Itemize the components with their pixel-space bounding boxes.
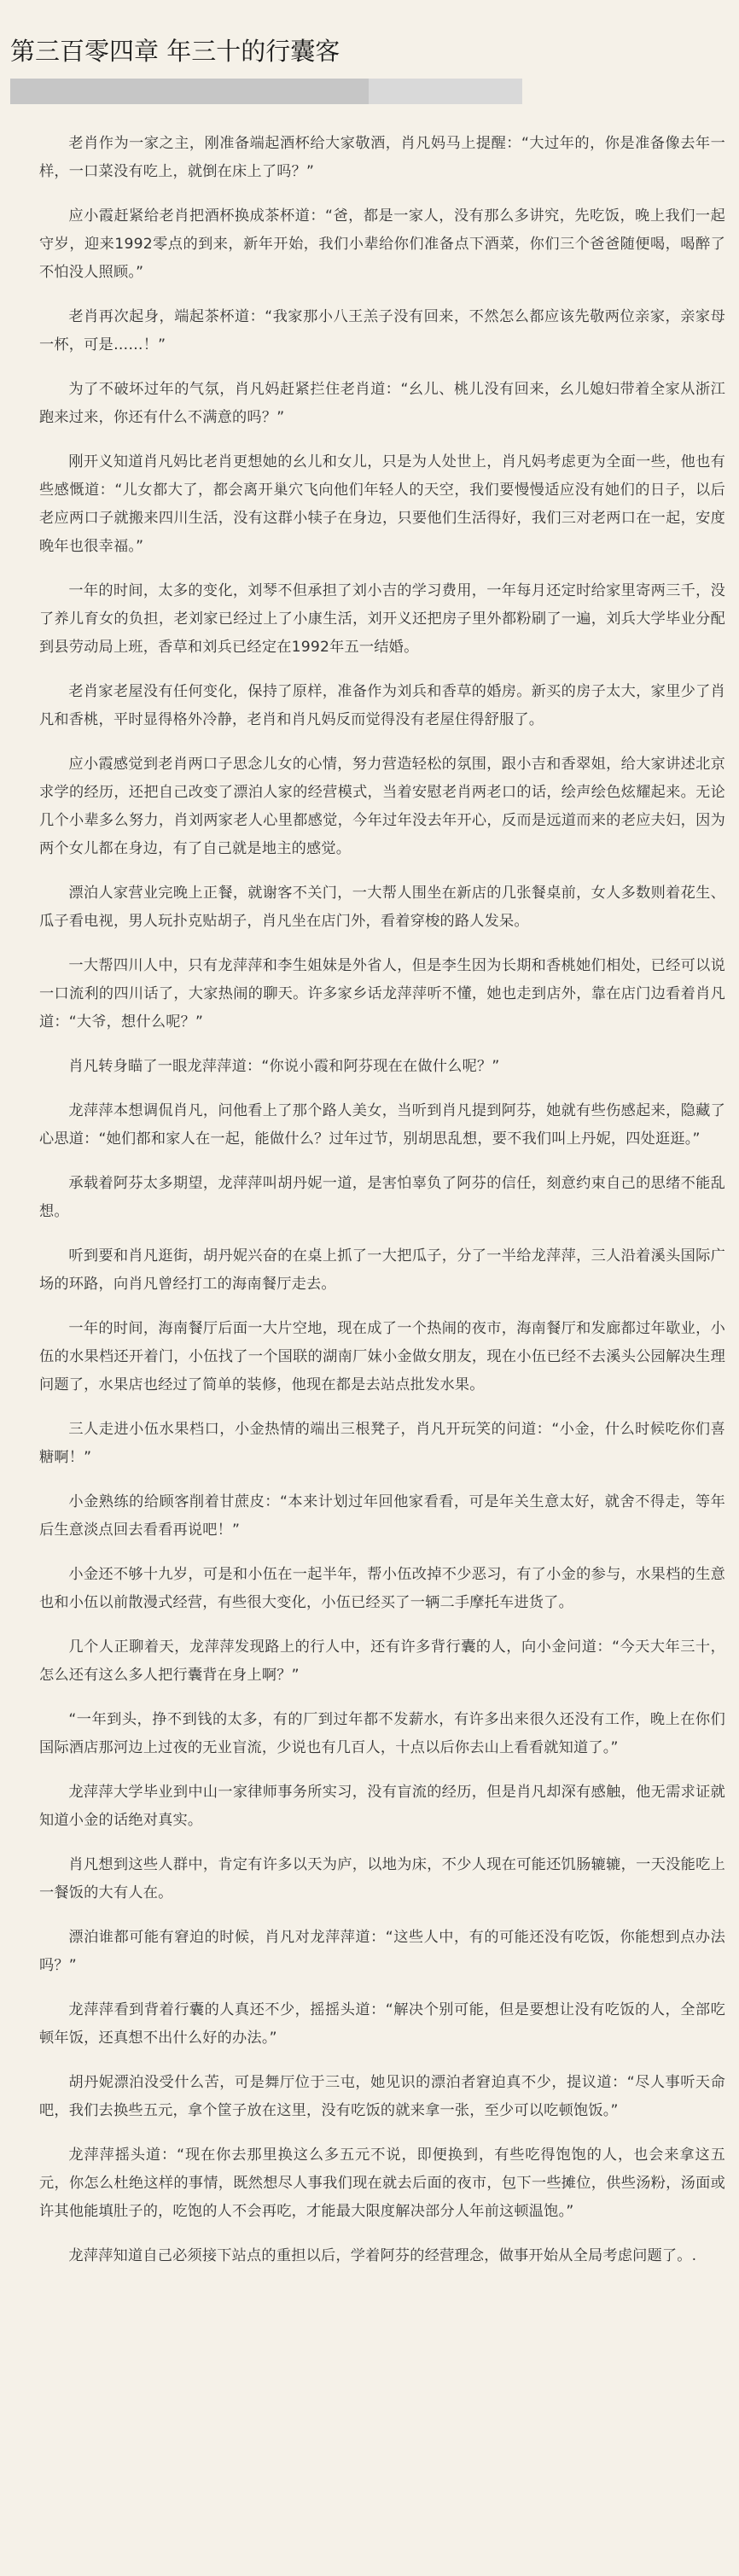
- paragraph: 听到要和肖凡逛街，胡丹妮兴奋的在桌上抓了一大把瓜子，分了一半给龙萍萍，三人沿着溪头国际广场的环路，向肖凡曾经打工的海南餐厅走去。: [39, 1247, 725, 1293]
- paragraph: 一年的时间，太多的变化，刘琴不但承担了刘小吉的学习费用，一年每月还定时给家里寄两三千，没了养儿育女的负担，老刘家已经过上了小康生活，刘开义还把房子里外都粉刷了一遍，刘兵大学毕业分配到县劳动局上班，香草和刘兵已经定在1992年五一结婚。: [39, 582, 725, 656]
- paragraph: 肖凡想到这些人群中，肯定有许多以天为庐，以地为床，不少人现在可能还饥肠辘辘，一天没能吃上一餐饭的大有人在。: [39, 1856, 725, 1901]
- paragraph: 老肖作为一家之主，刚准备端起酒杯给大家敬酒，肖凡妈马上提醒：“大过年的，你是准备像去年一样，一口菜没有吃上，就倒在床上了吗？”: [39, 135, 725, 180]
- paragraph: 刚开义知道肖凡妈比老肖更想她的幺儿和女儿，只是为人处世上，肖凡妈考虑更为全面一些，他也有些感慨道：“儿女都大了，都会离开巢穴飞向他们年轻人的天空，我们要慢慢适应没有她们的日子，以后老应两口子就搬来四川生活，没有这群小犊子在身边，只要他们生活得好，我们三对老两口在一起，安度晚年也很幸福。”: [39, 453, 725, 555]
- paragraph: 肖凡转身瞄了一眼龙萍萍道：“你说小霞和阿芬现在在做什么呢？”: [68, 1058, 500, 1075]
- paragraph: 小金还不够十九岁，可是和小伍在一起半年，帮小伍改掉不少恶习，有了小金的参与，水果档的生意也和小伍以前散漫式经营，有些很大变化，小伍已经买了一辆二手摩托车进货了。: [39, 1566, 725, 1611]
- paragraph: 应小霞感觉到老肖两口子思念儿女的心情，努力营造轻松的氛围，跟小吉和香翠姐，给大家讲述北京求学的经历，还把自己改变了漂泊人家的经营模式，当着安慰老肖两老口的话，绘声绘色炫耀起来。无论几个小辈多么努力，肖刘两家老人心里都感觉，今年过年没去年开心，反而是远道而来的老应夫妇，因为两个女儿都在身边，有了自己就是地主的感觉。: [39, 756, 725, 857]
- paragraph: 龙萍萍知道自己必须接下站点的重担以后，学着阿芬的经营理念，做事开始从全局考虑问题了。.: [68, 2247, 697, 2264]
- paragraph: 一大帮四川人中，只有龙萍萍和李生姐妹是外省人，但是李生因为长期和香桃她们相处，已经可以说一口流利的四川话了，大家热闹的聊天。许多家乡话龙萍萍听不懂，她也走到店外，靠在店门边看着肖凡道：“大爷，想什么呢？”: [39, 957, 725, 1031]
- paragraph: 三人走进小伍水果档口，小金热情的端出三根凳子，肖凡开玩笑的问道：“小金，什么时候吃你们喜糖啊！”: [39, 1421, 725, 1466]
- chapter-content: [10, 130, 729, 2270]
- paragraph: 几个人正聊着天，龙萍萍发现路上的行人中，还有许多背行囊的人，向小金问道：“今天大年三十，怎么还有这么多人把行囊背在身上啊？”: [39, 1638, 725, 1684]
- paragraph: 一年的时间，海南餐厅后面一大片空地，现在成了一个热闹的夜市，海南餐厅和发廊都过年歇业，小伍的水果档还开着门，小伍找了一个国联的湖南厂妹小金做女朋友，现在小伍已经不去溪头公园解决生理问题了，水果店也经过了简单的装修，他现在都是去站点批发水果。: [39, 1320, 725, 1393]
- chapter-title: 第三百零四章 年三十的行囊客: [10, 37, 340, 66]
- paragraph: 龙萍萍看到背着行囊的人真还不少，摇摇头道：“解决个别可能，但是要想让没有吃饭的人，全部吃顿年饭，还真想不出什么好的办法。”: [39, 2001, 725, 2047]
- paragraph: 老肖再次起身，端起茶杯道：“我家那小八王羔子没有回来，不然怎么都应该先敬两位亲家，亲家母一杯，可是……！”: [39, 308, 725, 353]
- paragraph: 老肖家老屋没有任何变化，保持了原样，准备作为刘兵和香草的婚房。新买的房子太大，家里少了肖凡和香桃，平时显得格外冷静，老肖和肖凡妈反而觉得没有老屋住得舒服了。: [39, 683, 725, 728]
- paragraph: 漂泊人家营业完晚上正餐，就谢客不关门，一大帮人围坐在新店的几张餐桌前，女人多数则着花生、瓜子看电视，男人玩扑克贴胡子，肖凡坐在店门外，看着穿梭的路人发呆。: [39, 885, 725, 930]
- paragraph: 小金熟练的给顾客削着甘蔗皮：“本来计划过年回他家看看，可是年关生意太好，就舍不得走，等年后生意淡点回去看看再说吧！”: [39, 1493, 725, 1539]
- paragraph: 应小霞赶紧给老肖把酒杯换成茶杯道：“爸，都是一家人，没有那么多讲究，先吃饭，晚上我们一起守岁，迎来1992零点的到来，新年开始，我们小辈给你们准备点下酒菜，你们三个爸爸随便喝，喝醉了不怕没人照顾。”: [39, 207, 725, 281]
- paragraph: 承载着阿芬太多期望，龙萍萍叫胡丹妮一道，是害怕辜负了阿芬的信任，刻意约束自己的思绪不能乱想。: [39, 1175, 725, 1220]
- paragraph: “一年到头，挣不到钱的太多，有的厂到过年都不发薪水，有许多出来很久还没有工作，晚上在你们国际酒店那河边上过夜的无业盲流，少说也有几百人，十点以后你去山上看看就知道了。”: [39, 1711, 725, 1756]
- reading-progress-bar: [10, 79, 522, 104]
- paragraph: 胡丹妮漂泊没受什么苦，可是舞厅位于三屯，她见识的漂泊者窘迫真不少，提议道：“尽人事听天命吧，我们去换些五元，拿个筐子放在这里，没有吃饭的就来拿一张，至少可以吃顿饱饭。”: [39, 2074, 725, 2119]
- paragraph: 龙萍萍摇头道：“现在你去那里换这么多五元不说，即便换到，有些吃得饱饱的人，也会来拿这五元，你怎么杜绝这样的事情，既然想尽人事我们现在就去后面的夜市，包下一些摊位，供些汤粉，汤面或许其他能填肚子的，吃饱的人不会再吃，才能最大限度解决部分人年前这顿温饱。”: [39, 2147, 725, 2220]
- paragraph: 漂泊谁都可能有窘迫的时候，肖凡对龙萍萍道：“这些人中，有的可能还没有吃饭，你能想到点办法吗？”: [39, 1929, 725, 1974]
- paragraph: 龙萍萍大学毕业到中山一家律师事务所实习，没有盲流的经历，但是肖凡却深有感触，他无需求证就知道小金的话绝对真实。: [39, 1784, 725, 1829]
- reading-progress-fill: [10, 79, 369, 104]
- paragraph: 龙萍萍本想调侃肖凡，问他看上了那个路人美女，当听到肖凡提到阿芬，她就有些伤感起来，隐藏了心思道：“她们都和家人在一起，能做什么？过年过节，别胡思乱想，要不我们叫上丹妮，四处逛逛。”: [39, 1102, 725, 1148]
- paragraph: 为了不破坏过年的气氛，肖凡妈赶紧拦住老肖道：“幺儿、桃儿没有回来，幺儿媳妇带着全家从浙江跑来过来，你还有什么不满意的吗？”: [39, 381, 725, 426]
